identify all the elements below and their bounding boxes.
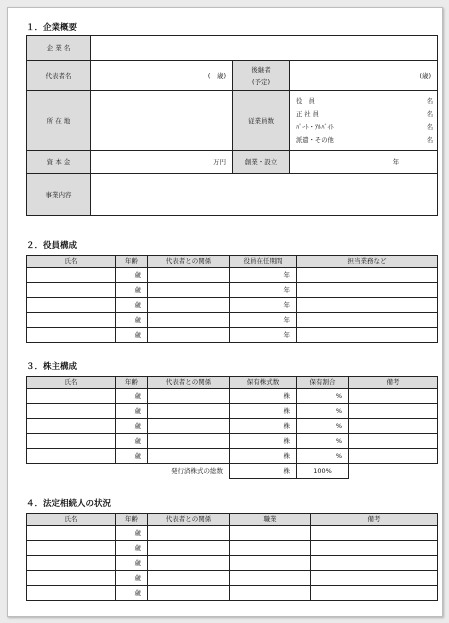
successor-field[interactable] [290, 61, 438, 91]
ratio-cell[interactable]: % [297, 434, 349, 449]
table-row [27, 526, 438, 541]
table-row [27, 541, 438, 556]
age-cell[interactable]: 歳 [116, 571, 148, 586]
name-cell[interactable] [27, 571, 116, 586]
employee-row-unit: 名 [426, 123, 434, 131]
employee-row-unit: 名 [426, 110, 434, 118]
col-header-relation: 代表者との関係 [148, 256, 230, 268]
employee-row-label: ﾊﾟｰﾄ・ｱﾙﾊﾞｲﾄ [296, 123, 334, 131]
term-cell[interactable]: 年 [230, 283, 297, 298]
relation-cell[interactable] [148, 526, 230, 541]
table-row [27, 434, 438, 449]
total-shares-cell[interactable]: 株 [230, 464, 297, 479]
address-field[interactable] [91, 91, 233, 151]
duties-cell[interactable] [297, 298, 438, 313]
term-cell[interactable]: 年 [230, 313, 297, 328]
section-title: ４．法定相続人の状況 [26, 499, 112, 509]
name-cell[interactable] [27, 313, 116, 328]
name-cell[interactable] [27, 556, 116, 571]
duties-cell[interactable] [297, 268, 438, 283]
shares-cell[interactable]: 株 [230, 434, 297, 449]
ratio-cell[interactable]: % [297, 389, 349, 404]
total-blank [349, 464, 438, 479]
table-row [27, 268, 438, 283]
name-cell[interactable] [27, 328, 116, 343]
successor-label-text: 後継者 [251, 65, 271, 74]
name-cell[interactable] [27, 419, 116, 434]
name-cell[interactable] [27, 434, 116, 449]
employee-row-officers [296, 95, 437, 108]
shares-cell[interactable]: 株 [230, 449, 297, 464]
col-header-name: 氏名 [27, 377, 116, 389]
section-legal-heirs [26, 499, 438, 601]
name-cell[interactable] [27, 404, 116, 419]
employee-row-part-time [296, 121, 437, 134]
capital-unit: 万円 [213, 158, 226, 166]
section-title: ３．株主構成 [26, 362, 78, 372]
age-cell[interactable]: 歳 [116, 526, 148, 541]
legal-heirs-table [26, 513, 438, 601]
relation-cell[interactable] [148, 328, 230, 343]
table-row [27, 419, 438, 434]
age-cell[interactable]: 歳 [116, 268, 148, 283]
officers-table [26, 255, 438, 343]
age-cell[interactable]: 歳 [116, 389, 148, 404]
total-ratio-cell: 100% [297, 464, 349, 479]
remarks-cell[interactable] [349, 434, 438, 449]
relation-cell[interactable] [148, 419, 230, 434]
table-row [27, 404, 438, 419]
occupation-cell[interactable] [230, 556, 311, 571]
address-label: 所 在 地 [27, 91, 91, 151]
col-header-shares: 保有株式数 [230, 377, 297, 389]
age-cell[interactable]: 歳 [116, 556, 148, 571]
duties-cell[interactable] [297, 283, 438, 298]
table-row [27, 571, 438, 586]
age-cell[interactable]: 歳 [116, 449, 148, 464]
term-cell[interactable]: 年 [230, 328, 297, 343]
table-row [27, 328, 438, 343]
table-row [27, 298, 438, 313]
successor-label-sub: (予定) [251, 77, 271, 86]
table-row [27, 449, 438, 464]
remarks-cell[interactable] [311, 556, 438, 571]
table-row [27, 586, 438, 601]
remarks-cell[interactable] [349, 404, 438, 419]
relation-cell[interactable] [148, 434, 230, 449]
table-row [27, 389, 438, 404]
successor-label [233, 61, 290, 91]
col-header-duties: 担当業務など [297, 256, 438, 268]
total-row [27, 464, 438, 479]
name-cell[interactable] [27, 541, 116, 556]
relation-cell[interactable] [148, 541, 230, 556]
business-field[interactable] [91, 174, 438, 216]
col-header-relation: 代表者との関係 [148, 377, 230, 389]
founded-field[interactable] [290, 151, 438, 174]
table-row [27, 556, 438, 571]
employee-row-dispatch [296, 134, 437, 147]
employee-row-label: 役 員 [296, 97, 315, 105]
relation-cell[interactable] [148, 586, 230, 601]
rep-age-suffix: ( 歳) [207, 71, 226, 80]
shares-cell[interactable]: 株 [230, 404, 297, 419]
name-cell[interactable] [27, 283, 116, 298]
col-header-remarks: 備考 [349, 377, 438, 389]
col-header-age: 年齢 [116, 256, 148, 268]
employee-row-label: 正 社 員 [296, 110, 319, 118]
ratio-cell[interactable]: % [297, 449, 349, 464]
employee-row-regular [296, 108, 437, 121]
name-cell[interactable] [27, 449, 116, 464]
col-header-term: 役員在任期間 [230, 256, 297, 268]
age-cell[interactable]: 歳 [116, 283, 148, 298]
document-sheet [7, 7, 443, 617]
relation-cell[interactable] [148, 283, 230, 298]
term-cell[interactable]: 年 [230, 268, 297, 283]
name-cell[interactable] [27, 389, 116, 404]
name-cell[interactable] [27, 526, 116, 541]
col-header-age: 年齢 [116, 377, 148, 389]
employee-row-unit: 名 [426, 97, 434, 105]
rep-name-field[interactable] [91, 61, 233, 91]
business-label: 事業内容 [27, 174, 91, 216]
relation-cell[interactable] [148, 389, 230, 404]
relation-cell[interactable] [148, 404, 230, 419]
founded-label: 創業・設立 [233, 151, 290, 174]
relation-cell[interactable] [148, 268, 230, 283]
section-company-overview [26, 23, 438, 216]
name-cell[interactable] [27, 586, 116, 601]
col-header-ratio: 保有割合 [297, 377, 349, 389]
company-overview-table [26, 35, 438, 216]
occupation-cell[interactable] [230, 571, 311, 586]
relation-cell[interactable] [148, 298, 230, 313]
term-cell[interactable]: 年 [230, 298, 297, 313]
ratio-cell[interactable]: % [297, 404, 349, 419]
shares-cell[interactable]: 株 [230, 419, 297, 434]
col-header-relation: 代表者との関係 [148, 514, 230, 526]
age-cell[interactable]: 歳 [116, 586, 148, 601]
relation-cell[interactable] [148, 313, 230, 328]
occupation-cell[interactable] [230, 586, 311, 601]
company-name-label: 企 業 名 [27, 36, 91, 61]
employee-row-unit: 名 [426, 136, 434, 144]
age-cell[interactable]: 歳 [116, 419, 148, 434]
col-header-age: 年齢 [116, 514, 148, 526]
company-name-field[interactable] [91, 36, 438, 61]
col-header-name: 氏名 [27, 514, 116, 526]
age-cell[interactable]: 歳 [116, 541, 148, 556]
section-title: ２．役員構成 [26, 241, 78, 251]
age-cell[interactable]: 歳 [116, 434, 148, 449]
employees-label: 従業員数 [233, 91, 290, 151]
age-cell[interactable]: 歳 [116, 313, 148, 328]
total-label: 発行済株式の総数 [27, 464, 230, 479]
employees-breakdown[interactable] [290, 91, 438, 151]
capital-field[interactable] [91, 151, 233, 174]
remarks-cell[interactable] [311, 571, 438, 586]
capital-label: 資 本 金 [27, 151, 91, 174]
duties-cell[interactable] [297, 328, 438, 343]
section-officers [26, 241, 438, 343]
employee-row-label: 派遣・その他 [296, 136, 334, 144]
remarks-cell[interactable] [311, 586, 438, 601]
founded-unit: 年 [392, 158, 400, 166]
remarks-cell[interactable] [349, 449, 438, 464]
col-header-occupation: 職業 [230, 514, 311, 526]
occupation-cell[interactable] [230, 526, 311, 541]
name-cell[interactable] [27, 298, 116, 313]
table-row [27, 283, 438, 298]
ratio-cell[interactable]: % [297, 419, 349, 434]
shareholders-table [26, 376, 438, 479]
relation-cell[interactable] [148, 571, 230, 586]
section-shareholders [26, 362, 438, 479]
remarks-cell[interactable] [311, 526, 438, 541]
age-cell[interactable]: 歳 [116, 298, 148, 313]
section-title: １．企業概要 [26, 23, 78, 33]
remarks-cell[interactable] [349, 419, 438, 434]
duties-cell[interactable] [297, 313, 438, 328]
rep-name-label: 代表者名 [27, 61, 91, 91]
age-cell[interactable]: 歳 [116, 404, 148, 419]
remarks-cell[interactable] [311, 541, 438, 556]
relation-cell[interactable] [148, 449, 230, 464]
shares-cell[interactable]: 株 [230, 389, 297, 404]
age-cell[interactable]: 歳 [116, 328, 148, 343]
col-header-remarks: 備考 [311, 514, 438, 526]
successor-age-suffix: (歳) [419, 71, 432, 80]
table-row [27, 313, 438, 328]
relation-cell[interactable] [148, 556, 230, 571]
remarks-cell[interactable] [349, 389, 438, 404]
occupation-cell[interactable] [230, 541, 311, 556]
name-cell[interactable] [27, 268, 116, 283]
col-header-name: 氏名 [27, 256, 116, 268]
